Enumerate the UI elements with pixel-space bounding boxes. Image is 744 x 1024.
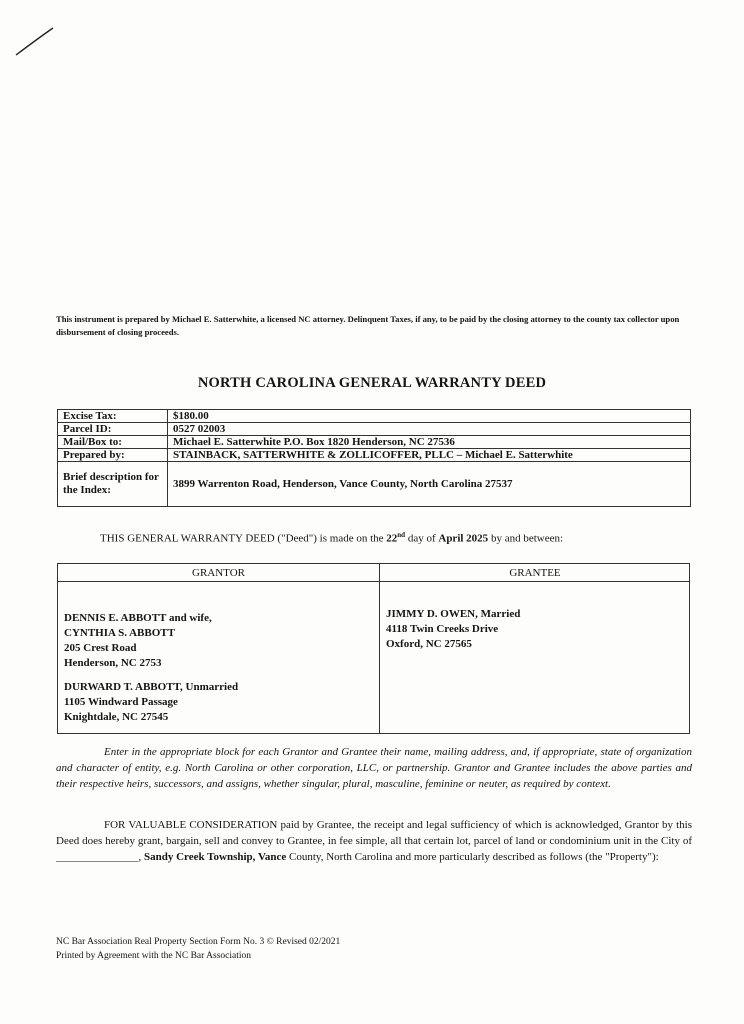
excise-tax-value: $180.00 — [168, 410, 691, 423]
made-middle: day of — [405, 532, 439, 545]
grantee-1-city: Oxford, NC 27565 — [386, 638, 472, 650]
prepared-by-label: Prepared by: — [58, 449, 168, 462]
consideration-part3: Township, — [204, 851, 258, 863]
grantor-1-city: Henderson, NC 2753 — [64, 657, 162, 669]
parties-box — [57, 563, 690, 734]
grantee-1-block — [386, 607, 520, 652]
deed-made-line — [100, 531, 563, 545]
table-row — [58, 436, 691, 449]
made-prefix: THIS GENERAL WARRANTY DEED ("Deed") is made on the — [100, 532, 387, 545]
grantor-2-street: 1105 Windward Passage — [64, 696, 178, 708]
grantor-1-name: DENNIS E. ABBOTT and wife, — [64, 612, 212, 624]
footer-printed-by: Printed by Agreement with the NC Bar Association — [56, 951, 251, 961]
consideration-paragraph — [56, 817, 692, 865]
mail-box-label: Mail/Box to: — [58, 436, 168, 449]
preparer-notice: This instrument is prepared by Michael E. Satterwhite, a licensed NC attorney. Delinquent Taxes, if any, to be paid by the closing attorney to the county tax collector upon disbursement of closing proceeds. — [56, 314, 680, 337]
grantor-1-street: 205 Crest Road — [64, 642, 137, 654]
excise-tax-label: Excise Tax: — [58, 410, 168, 423]
consideration-part4: County, North Carolina and more particularly described as follows (the "Property"): — [286, 851, 659, 863]
grantor-1-block — [64, 611, 212, 671]
grantor-1-spouse: CYNTHIA S. ABBOTT — [64, 627, 175, 639]
made-day: 22 — [386, 532, 398, 545]
form-footer — [56, 935, 340, 963]
grantor-header: GRANTOR — [192, 567, 245, 579]
grantee-1-name: JIMMY D. OWEN, Married — [386, 608, 521, 620]
brief-description-value: 3899 Warrenton Road, Henderson, Vance County, North Carolina 27537 — [168, 462, 691, 507]
county-name: Vance — [257, 851, 287, 863]
parcel-id-label: Parcel ID: — [58, 423, 168, 436]
consideration-part2: , — [138, 851, 144, 863]
mail-box-value: Michael E. Satterwhite P.O. Box 1820 Henderson, NC 27536 — [168, 436, 691, 449]
made-month-year: April 2025 — [438, 532, 489, 545]
instructions-text: Enter in the appropriate block for each Grantor and Grantee their name, mailing address, and, if appropriate, state of organization and character of entity, e.g. North Carolina or other corporation, LLC, or partnership. Grantor and Grantee includes the above parties and their respective heirs, successors, and assigns, whether singular, plural, masculine, feminine or neuter, as required by context. — [56, 746, 692, 790]
parcel-id-value: 0527 02003 — [168, 423, 691, 436]
grantor-2-block — [64, 680, 238, 725]
made-suffix: by and between: — [488, 532, 564, 545]
township-name: Sandy Creek — [144, 851, 205, 863]
instructions-paragraph — [56, 744, 692, 792]
pen-stroke-mark — [14, 24, 56, 58]
parties-divider-horizontal — [58, 581, 689, 582]
brief-description-label: Brief description for the Index: — [58, 462, 168, 507]
grantee-header: GRANTEE — [509, 567, 561, 579]
deed-info-table — [57, 409, 691, 507]
grantor-2-city: Knightdale, NC 27545 — [64, 711, 169, 723]
deed-title: NORTH CAROLINA GENERAL WARRANTY DEED — [197, 375, 547, 391]
table-row — [58, 462, 691, 507]
footer-form-number: NC Bar Association Real Property Section Form No. 3 © Revised 02/2021 — [56, 937, 341, 947]
table-row — [58, 423, 691, 436]
consideration-part1: FOR VALUABLE CONSIDERATION paid by Grantee, the receipt and legal sufficiency of which is acknowledged, Grantor by this Deed does hereby grant, bargain, sell and convey to Grantee, in fee simple, all that certain lot, parcel of land or condominium unit in the City of — [56, 819, 692, 847]
made-day-suffix: nd — [397, 531, 406, 539]
table-row — [58, 410, 691, 423]
prepared-by-value: STAINBACK, SATTERWHITE & ZOLLICOFFER, PLLC – Michael E. Satterwhite — [168, 449, 691, 462]
grantee-1-street: 4118 Twin Creeks Drive — [386, 623, 499, 635]
city-blank: _______________ — [56, 851, 139, 863]
parties-divider-vertical — [379, 564, 380, 733]
grantor-2-name: DURWARD T. ABBOTT, Unmarried — [64, 681, 239, 693]
table-row — [58, 449, 691, 462]
